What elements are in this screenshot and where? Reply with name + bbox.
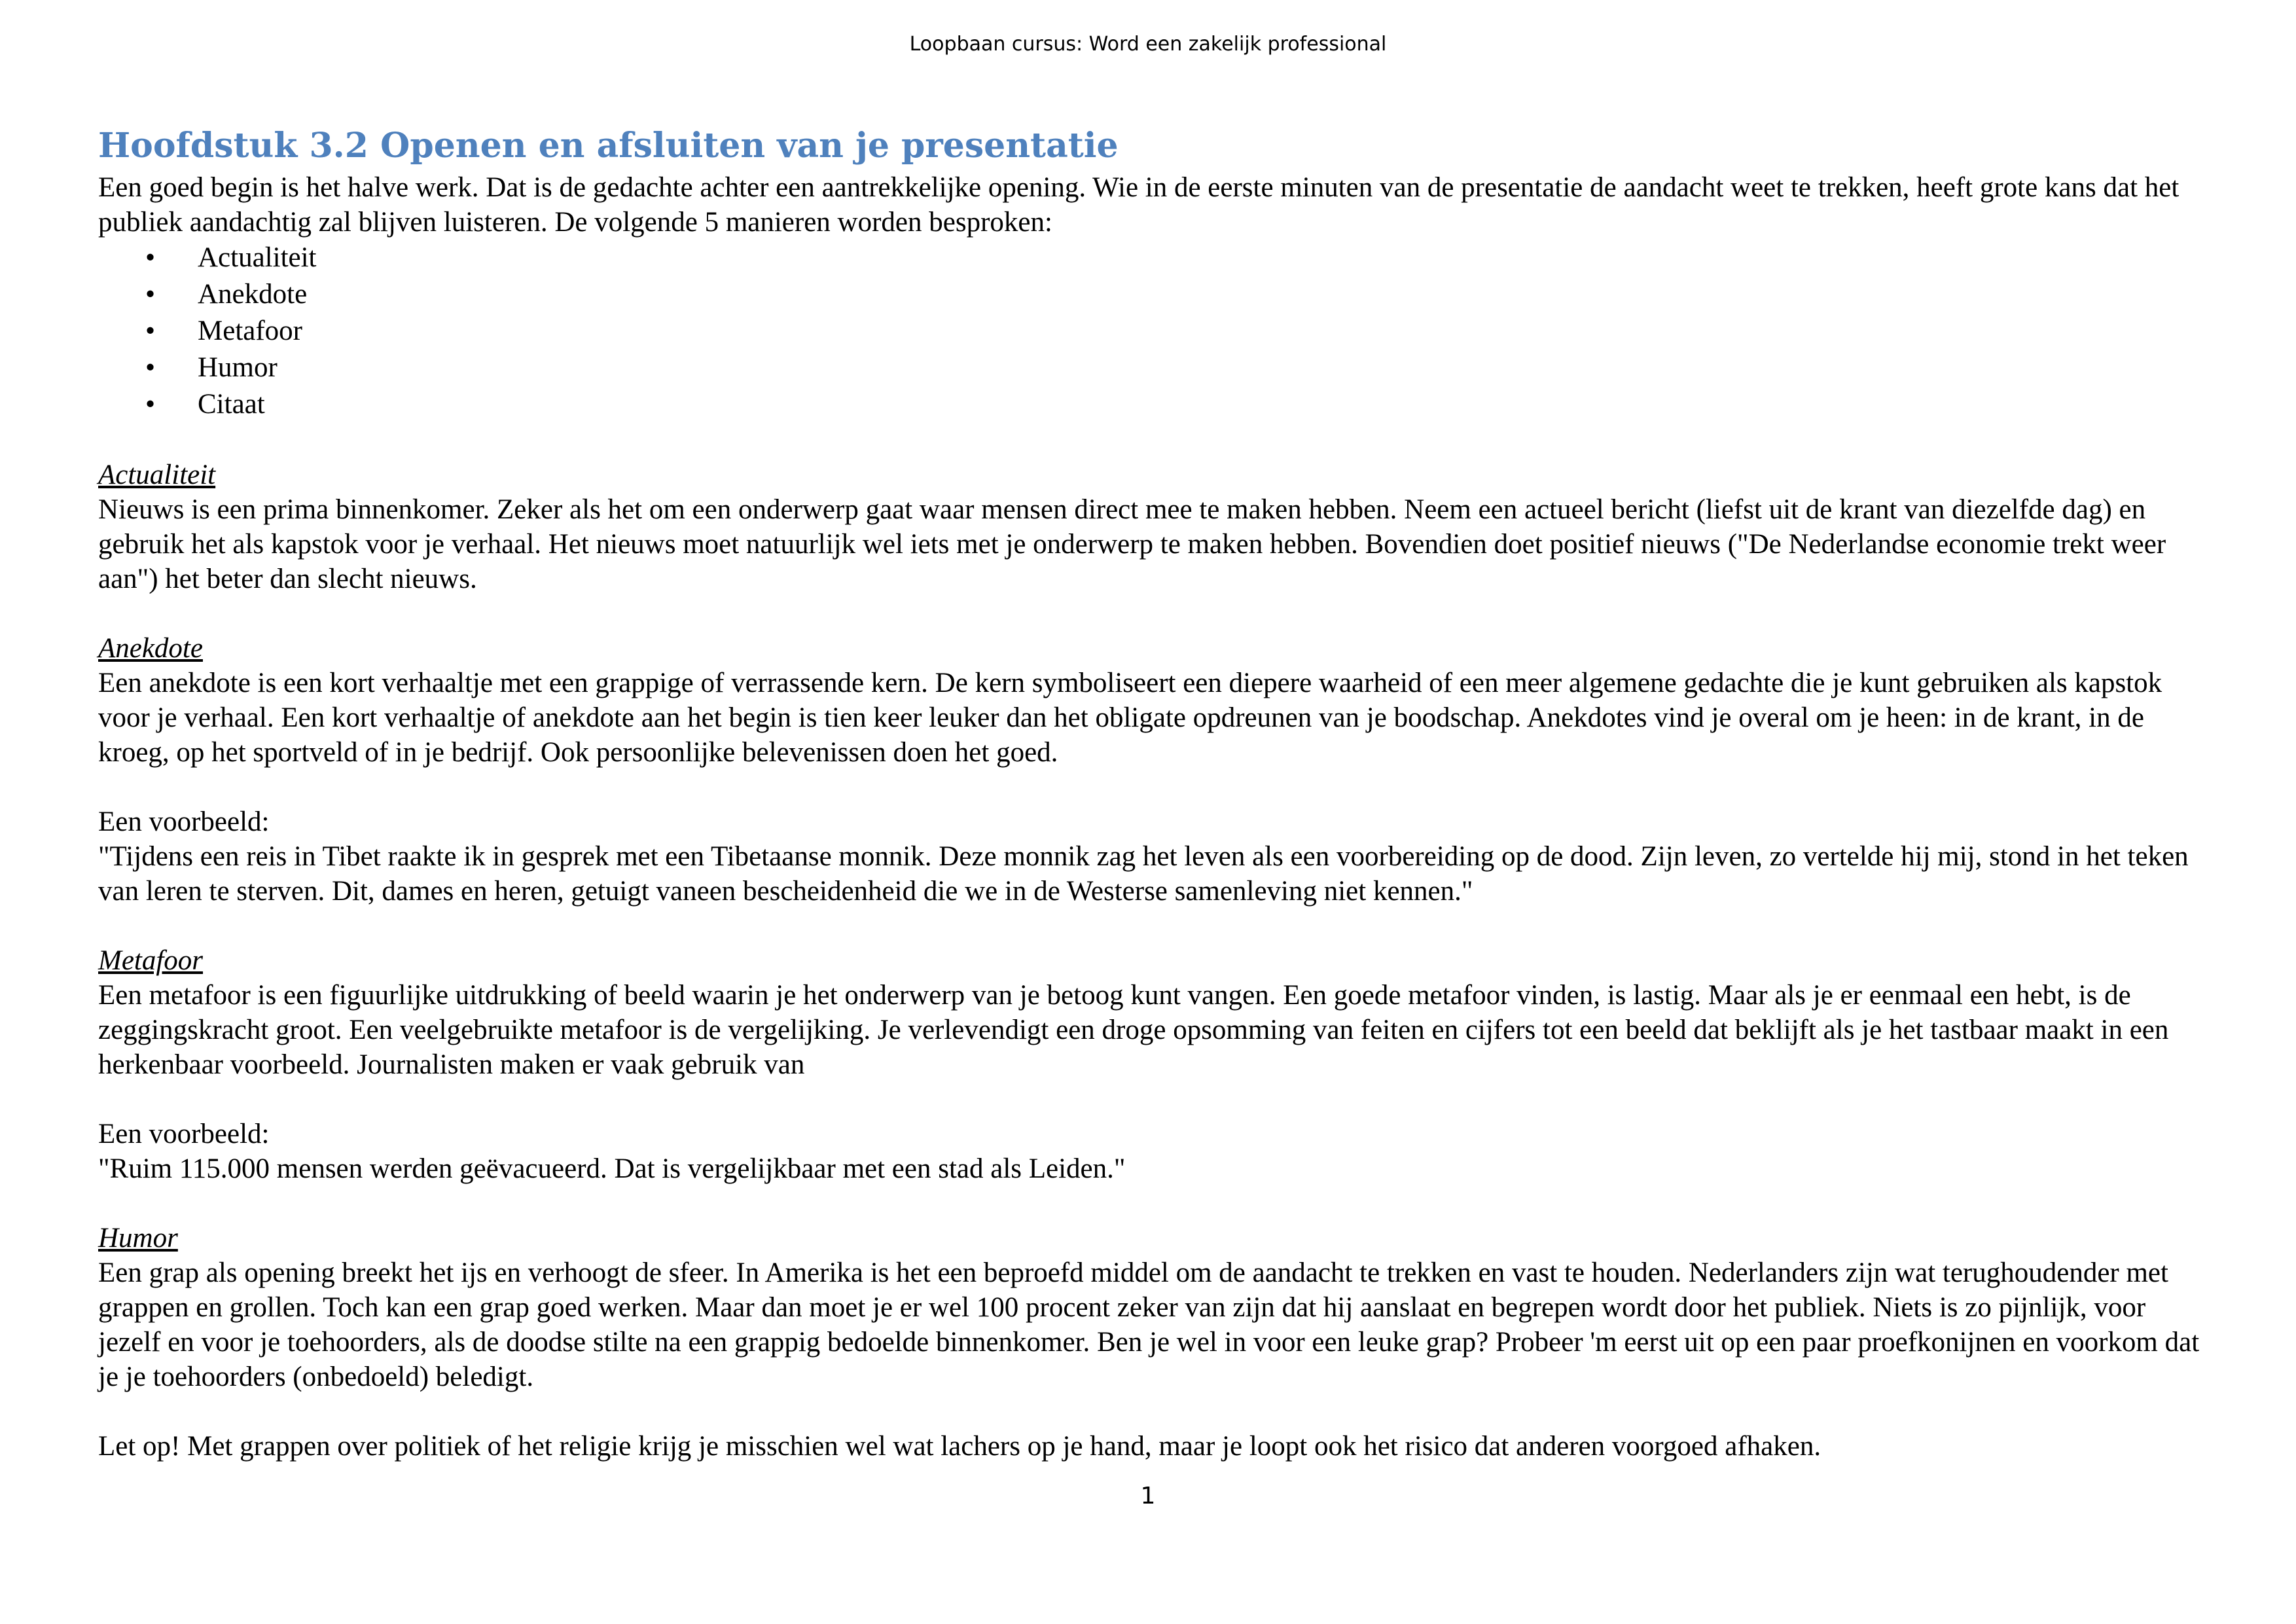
running-header: Loopbaan cursus: Word een zakelijk professional <box>909 33 1387 56</box>
list-item-label: Metafoor <box>198 316 302 346</box>
bullet-list <box>98 240 2212 423</box>
list-item <box>145 240 2212 276</box>
spacer <box>98 909 2212 943</box>
section-heading-metafoor: Metafoor <box>98 945 204 976</box>
example-quote: "Tijdens een reis in Tibet raakte ik in gesprek met een Tibetaanse monnik. Deze monnik zag het leven als een voorbereiding op de dood. Zijn leven, zo vertelde hij mij, stond in het teken van leren te sterven. Dit, dames en heren, getuigt vaneen bescheidenheid die we in de Westerse samenleving niet kennen." <box>98 841 2189 907</box>
list-item <box>145 276 2212 313</box>
bullet-icon: • <box>145 279 156 310</box>
section-heading-anekdote: Anekdote <box>98 633 203 664</box>
section-body-metafoor: Een metafoor is een figuurlijke uitdrukking of beeld waarin je het onderwerp van je betoog kunt vangen. Een goede metafoor vinden, is lastig. Maar als je er eenmaal een hebt, is de zeggingskracht groot. Een veelgebruikte metafoor is de vergelijking. Je verlevendigt een droge opsomming van feiten en cijfers tot een beeld dat beklijft als je het tastbaar maakt in een herkenbaar voorbeeld. Journalisten maken er vaak gebruik van <box>98 980 2169 1080</box>
section-body-actualiteit: Nieuws is een prima binnenkomer. Zeker als het om een onderwerp gaat waar mensen direct mee te maken hebben. Neem een actueel bericht (liefst uit de krant van diezelfde dag) en gebruik het als kapstok voor je verhaal. Het nieuws moet natuurlijk wel iets met je onderwerp te maken hebben. Bovendien doet positief nieuws ("De Nederlandse economie trekt weer aan") het beter dan slecht nieuws. <box>98 494 2166 594</box>
spacer <box>98 1082 2212 1117</box>
list-item <box>145 313 2212 350</box>
example-label: Een voorbeeld: <box>98 1119 270 1149</box>
spacer <box>98 770 2212 804</box>
list-item-label: Citaat <box>198 389 265 420</box>
example-label: Een voorbeeld: <box>98 806 270 837</box>
warning-paragraph: Let op! Met grappen over politiek of het religie krijg je misschien wel wat lachers op je hand, maar je loopt ook het risico dat anderen voorgoed afhaken. <box>98 1431 1821 1462</box>
section-body-humor: Een grap als opening breekt het ijs en verhoogt de sfeer. In Amerika is het een beproefd middel om de aandacht te trekken en vast te houden. Nederlanders zijn wat terughoudender met grappen en grollen. Toch kan een grap goed werken. Maar dan moet je er wel 100 procent zeker van zijn dat hij aanslaat en begrepen wordt door het publiek. Niets is zo pijnlijk, voor jezelf en voor je toehoorders, als de doodse stilte na een grappig bedoelde binnenkomer. Ben je wel in voor een leuke grap? Probeer 'm eerst uit op een paar proefkonijnen en voorkom dat je je toehoorders (onbedoeld) beledigt. <box>98 1257 2200 1392</box>
section-heading-humor: Humor <box>98 1223 178 1254</box>
list-item-label: Actualiteit <box>198 242 317 273</box>
bullet-icon: • <box>145 316 156 346</box>
list-item-label: Humor <box>198 352 278 383</box>
page-content <box>98 122 2212 1464</box>
list-item <box>145 386 2212 423</box>
spacer <box>98 423 2212 458</box>
list-item-label: Anekdote <box>198 279 308 310</box>
spacer <box>98 1186 2212 1221</box>
example-quote: "Ruim 115.000 mensen werden geëvacueerd. Dat is vergelijkbaar met een stad als Leiden." <box>98 1153 1126 1184</box>
bullet-icon: • <box>145 389 156 420</box>
intro-paragraph: Een goed begin is het halve werk. Dat is de gedachte achter een aantrekkelijke opening. Wie in de eerste minuten van de presentatie de aandacht weet te trekken, heeft grote kans dat het publiek aandachtig zal blijven luisteren. De volgende 5 manieren worden besproken: <box>98 172 2179 238</box>
spacer <box>98 1394 2212 1429</box>
chapter-title: Hoofdstuk 3.2 Openen en afsluiten van je presentatie <box>98 126 1119 166</box>
page-number: 1 <box>1140 1483 1156 1509</box>
list-item <box>145 350 2212 386</box>
section-body-anekdote: Een anekdote is een kort verhaaltje met een grappige of verrassende kern. De kern symboliseert een diepere waarheid of een meer algemene gedachte die je kunt gebruiken als kapstok voor je verhaal. Een kort verhaaltje of anekdote aan het begin is tien keer leuker dan het obligate opdreunen van je boodschap. Anekdotes vind je overal om je heen: in de krant, in de kroeg, op het sportveld of in je bedrijf. Ook persoonlijke belevenissen doen het goed. <box>98 668 2162 768</box>
bullet-icon: • <box>145 242 156 273</box>
spacer <box>98 596 2212 631</box>
bullet-icon: • <box>145 352 156 383</box>
section-heading-actualiteit: Actualiteit <box>98 460 216 490</box>
